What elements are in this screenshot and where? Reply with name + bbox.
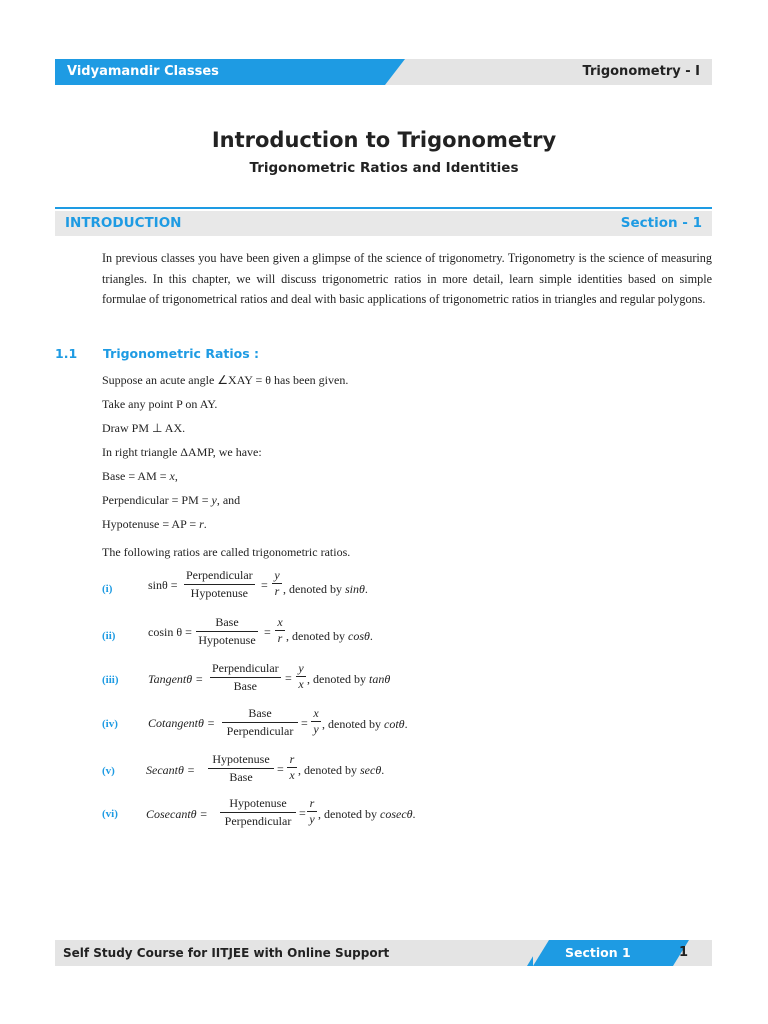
- text-line: Suppose an acute angle ∠XAY = θ has been given.: [102, 373, 349, 387]
- section-rule: [55, 207, 712, 209]
- ratio-value: r y: [307, 796, 317, 827]
- header-chapter: Trigonometry - I: [582, 64, 700, 79]
- text-line: The following ratios are called trigonometric ratios.: [102, 545, 351, 559]
- ratio-value: r x: [287, 752, 297, 783]
- page-subtitle: Trigonometric Ratios and Identities: [249, 160, 519, 176]
- section-title: INTRODUCTION: [65, 215, 182, 231]
- ratio-row: (i) sinθ = Perpendicular Hypotenuse = y r , denoted by sinθ.: [102, 568, 368, 600]
- ratio-denotation: , denoted by secθ.: [298, 763, 385, 777]
- ratio-denotation: , denoted by cosecθ.: [318, 807, 416, 821]
- ratio-number: (i): [102, 583, 113, 595]
- page-title: Introduction to Trigonometry: [211, 128, 557, 152]
- ratio-number: (v): [102, 765, 115, 777]
- ratio-number: (vi): [102, 808, 118, 820]
- ratio-row: (v) Secantθ = Hypotenuse Base = r x , denoted by secθ.: [102, 752, 385, 784]
- ratio-fraction: Hypotenuse Base: [208, 752, 274, 785]
- ratio-lhs: sinθ =: [148, 578, 178, 592]
- subsection-title: Trigonometric Ratios :: [103, 346, 260, 361]
- ratio-lhs: Tangentθ =: [148, 672, 204, 686]
- ratio-value: y r: [272, 568, 282, 599]
- ratio-fraction: Hypotenuse Perpendicular: [220, 796, 296, 829]
- footer-gray-slant: [533, 940, 549, 966]
- footer-course: Self Study Course for IITJEE with Online Support: [63, 946, 390, 960]
- ratio-denotation: , denoted by sinθ.: [283, 582, 368, 596]
- ratio-value: y x: [296, 661, 306, 692]
- section-label: Section - 1: [620, 215, 702, 231]
- ratio-lhs: cosin θ =: [148, 625, 192, 639]
- ratio-denotation: , denoted by cosθ.: [286, 629, 373, 643]
- text-line: Perpendicular = PM = y, and: [102, 493, 241, 507]
- page-footer: [55, 940, 712, 966]
- ratio-value: x r: [275, 615, 285, 646]
- section-bar: [55, 211, 712, 236]
- ratio-number: (ii): [102, 630, 116, 642]
- text-line: In right triangle ΔAMP, we have:: [102, 445, 262, 459]
- ratio-fraction: Base Hypotenuse: [196, 615, 258, 648]
- text-line: Take any point P on AY.: [102, 397, 218, 411]
- footer-section: Section 1: [565, 945, 631, 960]
- ratio-number: (iii): [102, 674, 119, 686]
- ratio-row: (iv) Cotangentθ = Base Perpendicular = x y , denoted by cotθ.: [102, 706, 408, 738]
- ratio-fraction: Perpendicular Base: [212, 661, 279, 693]
- ratio-fraction: Perpendicular Hypotenuse: [186, 568, 253, 600]
- page-header: [55, 59, 712, 85]
- text-line: Draw PM ⊥ AX.: [102, 421, 186, 435]
- ratio-lhs: Secantθ =: [146, 763, 195, 777]
- ratio-number: (iv): [102, 718, 118, 730]
- ratio-row: (iii) Tangentθ = Perpendicular Base = y x , denoted by tanθ: [102, 661, 391, 693]
- ratio-value: x y: [311, 706, 321, 737]
- text-line: Base = AM = x,: [102, 469, 178, 483]
- ratio-denotation: , denoted by tanθ: [307, 672, 391, 686]
- ratio-row: (vi) Cosecantθ = Hypotenuse Perpendicular = r y , denoted by cosecθ.: [102, 796, 416, 828]
- ratio-denotation: , denoted by cotθ.: [322, 717, 408, 731]
- subsection-number: 1.1: [55, 346, 78, 361]
- ratio-fraction: Base Perpendicular: [222, 706, 298, 739]
- header-brand: Vidyamandir Classes: [67, 64, 219, 79]
- page-number: 1: [678, 945, 688, 960]
- ratio-lhs: Cotangentθ =: [148, 716, 215, 730]
- ratio-row: (ii) cosin θ = Base Hypotenuse = x r , denoted by cosθ.: [102, 615, 373, 647]
- ratio-lhs: Cosecantθ =: [146, 807, 208, 821]
- intro-paragraph: In previous classes you have been given a glimpse of the science of trigonometry. Trigonometry is the science of measuring triangles. In this chapter, we will discuss trigonometric ratios in more detail, learn simple identities based on simple formulae of trigonometrical ratios and deal with basic applications of trigonometric ratios in triangles and regular polygons.: [102, 251, 712, 306]
- text-line: Hypotenuse = AP = r.: [102, 517, 207, 531]
- header-gray-slant: [385, 59, 405, 85]
